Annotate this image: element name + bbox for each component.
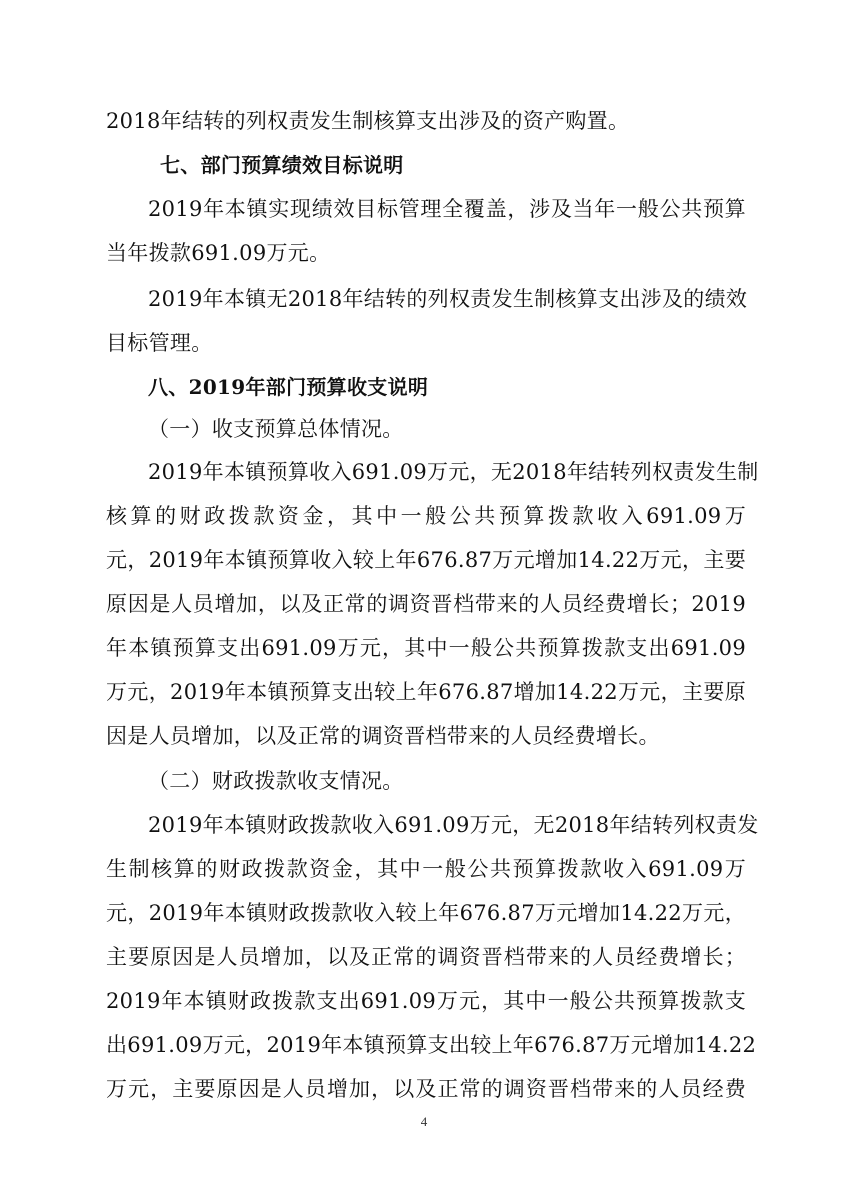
paragraph-line: 主要原因是人员增加，以及正常的调资晋档带来的人员经费增长； (106, 945, 746, 969)
section-heading: 七、部门预算绩效目标说明 (160, 153, 404, 177)
paragraph-line: 万元，主要原因是人员增加，以及正常的调资晋档带来的人员经费 (106, 1077, 746, 1101)
paragraph-line: 2019年本镇无2018年结转的列权责发生制核算支出涉及的绩效 (148, 287, 748, 311)
paragraph-line: 2019年本镇预算收入691.09万元，无2018年结转列权责发生制 (148, 460, 759, 484)
paragraph-line: 2019年本镇实现绩效目标管理全覆盖，涉及当年一般公共预算 (148, 197, 746, 221)
paragraph-line: 万元，2019年本镇预算支出较上年676.87增加14.22万元，主要原 (106, 680, 746, 704)
paragraph-line: 出691.09万元，2019年本镇预算支出较上年676.87万元增加14.22 (106, 1033, 757, 1057)
paragraph-line: 因是人员增加，以及正常的调资晋档带来的人员经费增长。 (106, 724, 660, 748)
paragraph-line: 2018年结转的列权责发生制核算支出涉及的资产购置。 (106, 109, 630, 133)
subsection-heading: （二）财政拨款收支情况。 (148, 769, 404, 793)
paragraph-line: 元，2019年本镇财政拨款收入较上年676.87万元增加14.22万元， (106, 901, 746, 925)
paragraph-line: 当年拨款691.09万元。 (106, 241, 331, 265)
paragraph-line: 2019年本镇财政拨款收入691.09万元，无2018年结转列权责发 (148, 813, 759, 837)
paragraph-line: 核算的财政拨款资金，其中一般公共预算拨款收入691.09万 (106, 504, 746, 528)
paragraph-line: 生制核算的财政拨款资金，其中一般公共预算拨款收入691.09万 (106, 857, 746, 881)
section-heading: 八、2019年部门预算收支说明 (148, 375, 429, 399)
paragraph-line: 原因是人员增加，以及正常的调资晋档带来的人员经费增长；2019 (106, 592, 746, 616)
paragraph-line: 元，2019年本镇预算收入较上年676.87万元增加14.22万元，主要 (106, 548, 746, 572)
page-number: 4 (420, 1114, 428, 1129)
paragraph-line: 2019年本镇财政拨款支出691.09万元，其中一般公共预算拨款支 (106, 989, 746, 1013)
subsection-heading: （一）收支预算总体情况。 (148, 417, 404, 441)
paragraph-line: 目标管理。 (106, 331, 213, 355)
paragraph-line: 年本镇预算支出691.09万元，其中一般公共预算拨款支出691.09 (106, 636, 746, 660)
